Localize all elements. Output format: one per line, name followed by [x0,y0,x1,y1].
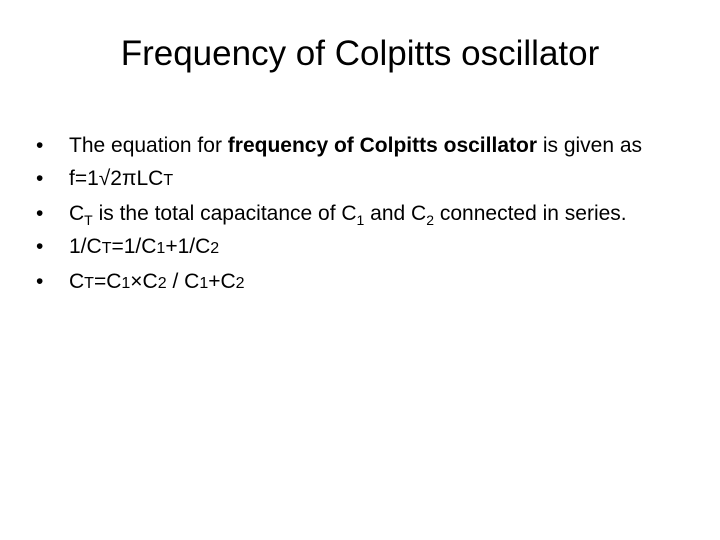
bullet-product-formula [36,268,686,298]
bullet-icon: • [36,134,44,157]
bullet-reciprocal-formula [36,233,686,263]
formula-text: ×C [130,270,158,293]
formula-small-text: 1 [199,275,209,292]
subscript: 2 [426,212,435,229]
formula-text: =1/C [111,235,157,258]
formula-text: / C [166,270,200,293]
bullet-frequency-formula [36,165,686,195]
formula-small-text: T [84,275,94,292]
formula-text: +1/C [165,235,211,258]
formula-text: =C [93,270,122,293]
formula-small-text: T [101,240,112,257]
capacitance-var: C [69,202,85,225]
formula-small-text: 2 [210,240,220,257]
bullet-icon: • [36,167,44,190]
bullet-icon: • [36,202,44,225]
bullet-text: and C [364,202,427,225]
bullet-text: connected in series. [434,202,627,225]
subscript: 1 [356,212,365,229]
formula-small-text: 1 [121,275,131,292]
formula-small-text: 1 [156,240,166,257]
formula-text: 1/C [69,235,102,258]
formula-small-text: 2 [235,275,245,292]
formula-text: C [69,270,85,293]
formula-text: f=1√2πLC [69,167,164,190]
bullet-frequency-equation [36,132,686,160]
bullet-icon: • [36,270,44,293]
bullet-text: is the total capacitance of C [92,202,357,225]
subscript: T [84,212,93,229]
formula-small-text: T [163,172,174,189]
bullet-total-capacitance [36,200,686,228]
bullet-text: The equation for [69,134,228,157]
bullet-icon: • [36,235,44,258]
bullet-bold-text: frequency of Colpitts oscillator [227,134,537,157]
bullet-list [36,132,686,303]
formula-text: +C [208,270,236,293]
formula-small-text: 2 [157,275,167,292]
bullet-text: is given as [537,134,643,157]
slide-title: Frequency of Colpitts oscillator [120,34,600,73]
